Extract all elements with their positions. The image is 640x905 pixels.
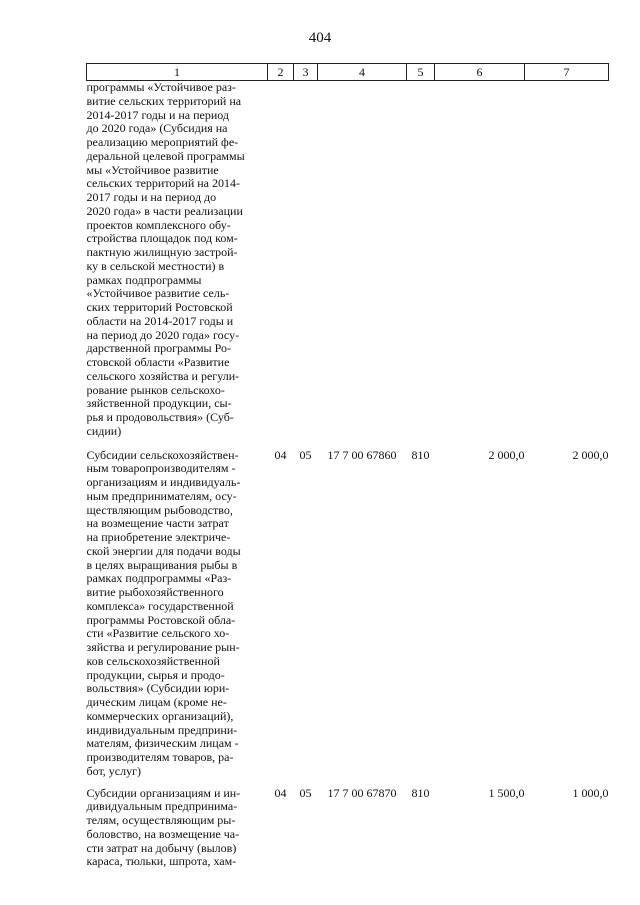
row-amount-1 [435, 81, 525, 445]
column-header-4: 4 [318, 64, 407, 81]
row-description: программы «Устойчивое раз- витие сельских территорий на 2014-2017 годы и на период до 2020 года» (Субсидия на реализацию мероприятий фе- деральной целевой программы мы «Устойчивое развитие сельских территорий на 2014- 2017 годы и на период до 2020 года» в части реализации проектов комплексного обу- стройства площадок под ком- пактную жилищную застрой- ку в сельской местности) в рамках подпрограммы «Устойчивое развитие сель- ских территорий Ростовской области на 2014-2017 годы и на период до 2020 года» госу- дарственной программы Ро- стовской области «Развитие сельского хозяйства и регули- рование рынков сельскохо- зяйственной продукции, сы- рья и продовольствия» (Суб- сидии) [86, 80, 245, 438]
row-amount-2 [525, 81, 609, 445]
row-expense-type: 810 [411, 785, 430, 800]
table-row [87, 445, 609, 783]
column-number-row [87, 64, 609, 81]
column-header-1: 1 [87, 64, 268, 81]
page-number: 404 [308, 30, 332, 46]
column-header-3: 3 [294, 64, 318, 81]
row-subsection-code: 05 [299, 785, 312, 800]
row-expense-type [407, 81, 435, 445]
row-subsection-code [294, 81, 318, 445]
table-row [87, 783, 609, 870]
row-target-article [318, 81, 407, 445]
row-amount-1: 2 000,0 [488, 447, 525, 462]
row-amount-2: 2 000,0 [572, 447, 609, 462]
row-description: Субсидии сельскохозяйствен- ным товаропроизводителям - организациям и индивидуаль- ным предпринимателям, осу- ществляющим рыбоводство, на возмещение части затрат на приобретение электриче- ской энергии для подачи воды в целях выращивания рыбы в рамках подпрограммы «Раз- витие рыбохозяйственного комплекса» государственной программы Ростовской обла- сти «Развитие сельского хо- зяйства и регулирование рын- ков сельскохозяйственной продукции, сырья и продо- вольствия» (Субсидии юри- дическим лицам (кроме не- коммерческих организаций), индивидуальным предприни- мателям, физическим лицам - производителям товаров, ра- бот, услуг) [86, 447, 241, 778]
budget-table [86, 63, 609, 869]
row-expense-type: 810 [411, 447, 430, 462]
row-amount-2: 1 000,0 [572, 785, 609, 800]
column-header-6: 6 [435, 64, 525, 81]
row-section-code: 04 [274, 785, 287, 800]
row-section-code [268, 81, 294, 445]
column-header-5: 5 [407, 64, 435, 81]
column-header-7: 7 [525, 64, 609, 81]
row-amount-1: 1 500,0 [488, 785, 525, 800]
column-header-2: 2 [268, 64, 294, 81]
row-section-code: 04 [274, 447, 287, 462]
row-description: Субсидии организациям и ин- дивидуальным предпринима- телям, осуществляющим ры- боловство, на возмещение ча- сти затрат на добычу (вылов) караса, тюльки, шпрота, хам- [86, 785, 241, 869]
row-target-article: 17 7 00 67860 [327, 447, 397, 462]
table-row [87, 81, 609, 445]
row-target-article: 17 7 00 67870 [327, 785, 397, 800]
row-subsection-code: 05 [299, 447, 312, 462]
